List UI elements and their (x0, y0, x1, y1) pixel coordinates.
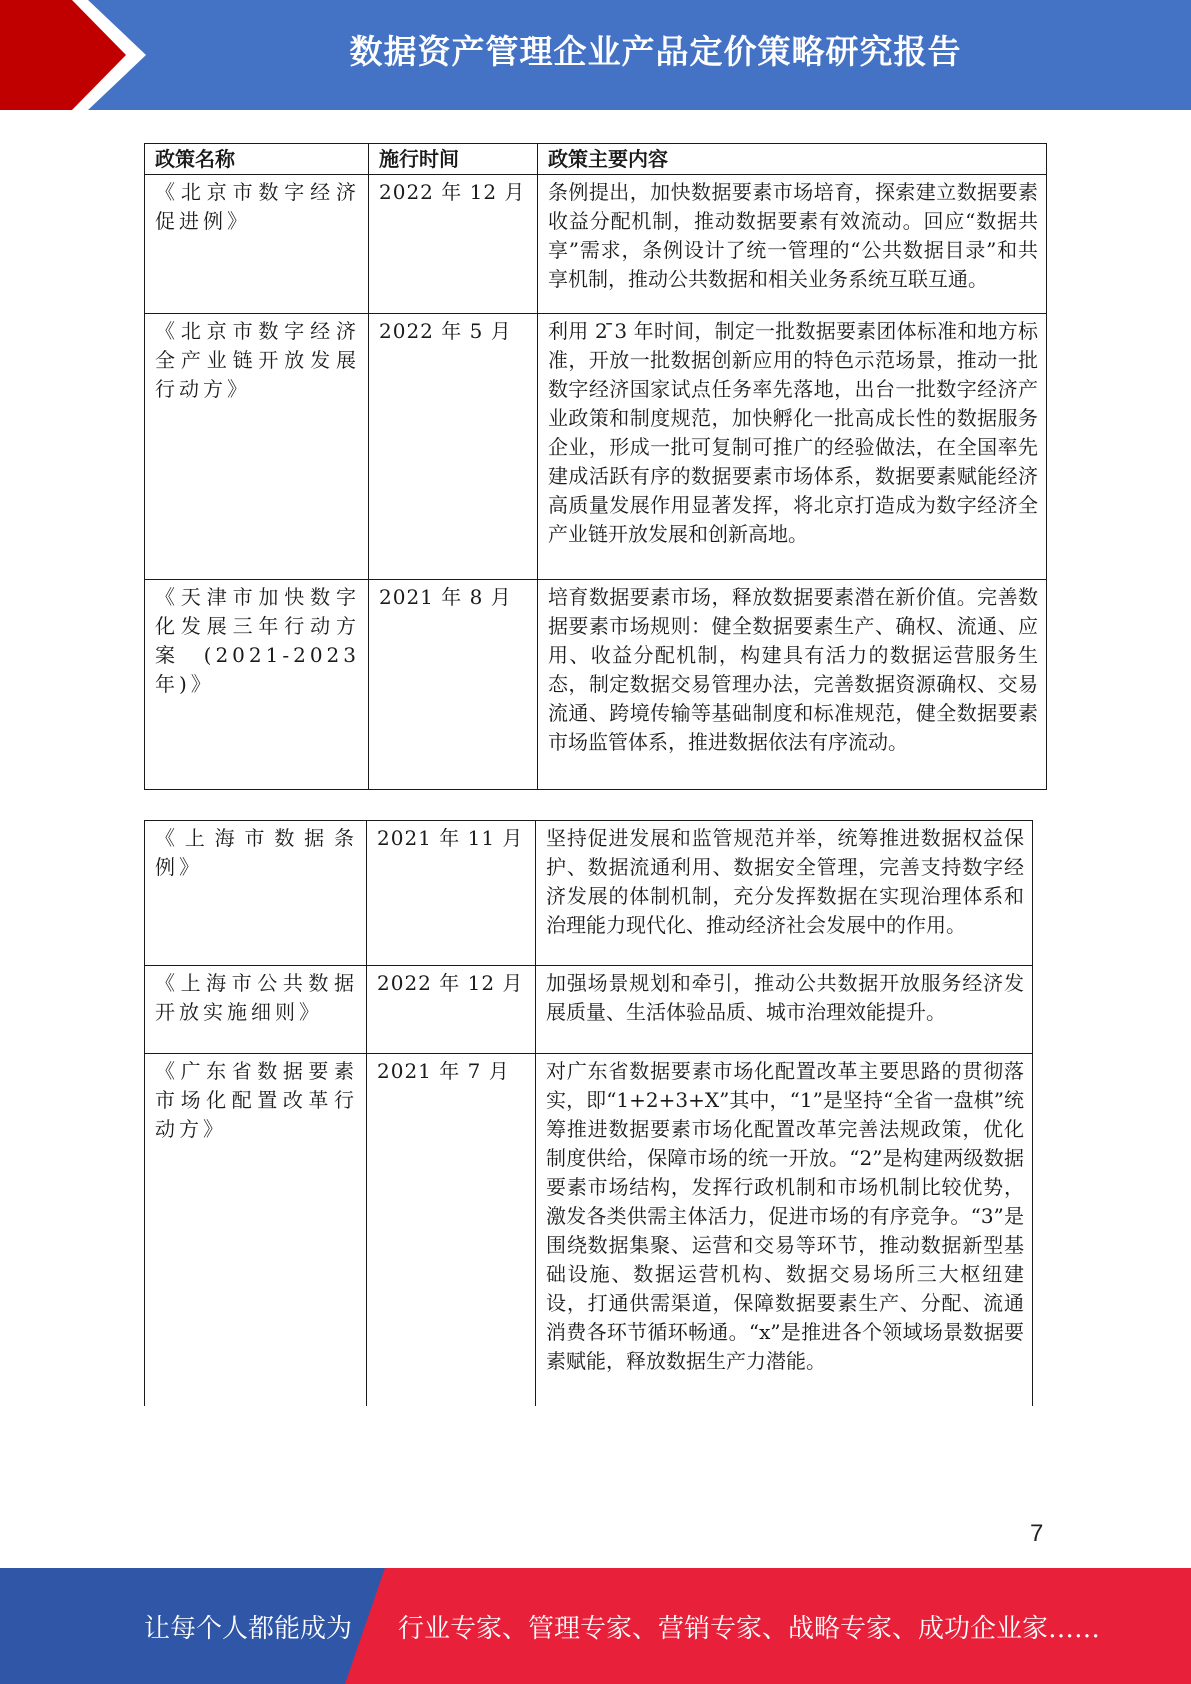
policy-name-cell: 《天津市加快数字化发展三年行动方案(2021-2023 年)》 (145, 580, 369, 790)
table-row (145, 966, 1033, 1054)
table-row (145, 821, 1033, 966)
policy-content-cell: 对广东省数据要素市场化配置改革主要思路的贯彻落实，即“1+2+3+X”其中，“1”是坚持“全省一盘棋”统筹推进数据要素市场化配置改革完善法规政策，优化制度供给，保障市场的统一开放。“2”是构建两级数据要素市场结构，发挥行政机制和市场机制比较优势，激发各类供需主体活力，促进市场的有序竞争。“3”是围绕数据集聚、运营和交易等环节，推动数据新型基础设施、数据运营机构、数据交易场所三大枢纽建设，打通供需渠道，保障数据要素生产、分配、流通消费各环节循环畅通。“x”是推进各个领域场景数据要素赋能，释放数据生产力潜能。 (536, 1054, 1033, 1406)
effective-date-cell: 2022 年 12 月 (367, 966, 536, 1054)
column-header-main-content: 政策主要内容 (538, 144, 1047, 175)
effective-date-cell: 2021 年 8 月 (369, 580, 538, 790)
footer-slogan-left: 让每个人都能成为 (144, 1614, 353, 1644)
table-row (145, 1054, 1033, 1406)
column-header-effective-date: 施行时间 (369, 144, 538, 175)
header-banner (0, 0, 1191, 110)
policy-name-cell: 《北京市数字经济促进例》 (145, 175, 369, 314)
effective-date-cell: 2021 年 7 月 (367, 1054, 536, 1406)
effective-date-cell: 2022 年 5 月 (369, 314, 538, 580)
policy-table-2 (144, 820, 1033, 1406)
policy-content-cell: 加强场景规划和牵引，推动公共数据开放服务经济发展质量、生活体验品质、城市治理效能提升。 (536, 966, 1033, 1054)
policy-name-cell: 《上海市公共数据开放实施细则》 (145, 966, 367, 1054)
policy-name-cell: 《上海市数据条例》 (145, 821, 367, 966)
effective-date-cell: 2021 年 11 月 (367, 821, 536, 966)
footer-slogan-right: 行业专家、管理专家、营销专家、战略专家、成功企业家…… (398, 1614, 1101, 1644)
table-row (145, 580, 1047, 790)
policy-content-cell: 培育数据要素市场，释放数据要素潜在新价值。完善数据要素市场规则：健全数据要素生产、确权、流通、应用、收益分配机制，构建具有活力的数据运营服务生态，制定数据交易管理办法，完善数据资源确权、交易流通、跨境传输等基础制度和标准规范，健全数据要素市场监管体系，推进数据依法有序流动。 (538, 580, 1047, 790)
report-title: 数据资产管理企业产品定价策略研究报告 (349, 32, 962, 71)
policy-content-cell: 利用 2 ̄3 年时间，制定一批数据要素团体标准和地方标准，开放一批数据创新应用的特色示范场景，推动一批数字经济国家试点任务率先落地，出台一批数字经济产业政策和制度规范，加快孵化一批高成长性的数据服务企业，形成一批可复制可推广的经验做法，在全国率先建成活跃有序的数据要素市场体系，数据要素赋能经济高质量发展作用显著发挥，将北京打造成为数字经济全产业链开放发展和创新高地。 (538, 314, 1047, 580)
table-header-row (145, 144, 1047, 175)
page-number: 7 (1030, 1520, 1044, 1547)
policy-content-cell: 坚持促进发展和监管规范并举，统筹推进数据权益保护、数据流通利用、数据安全管理，完善支持数字经济发展的体制机制，充分发挥数据在实现治理体系和治理能力现代化、推动经济社会发展中的作用。 (536, 821, 1033, 966)
policy-name-cell: 《广东省数据要素市场化配置改革行动方》 (145, 1054, 367, 1406)
footer-banner (0, 1568, 1191, 1684)
policy-content-cell: 条例提出，加快数据要素市场培育，探索建立数据要素收益分配机制，推动数据要素有效流动。回应“数据共享”需求，条例设计了统一管理的“公共数据目录”和共享机制，推动公共数据和相关业务系统互联互通。 (538, 175, 1047, 314)
table-row (145, 175, 1047, 314)
table-row (145, 314, 1047, 580)
policy-table-1 (144, 143, 1047, 790)
policy-name-cell: 《北京市数字经济全产业链开放发展行动方》 (145, 314, 369, 580)
effective-date-cell: 2022 年 12 月 (369, 175, 538, 314)
column-header-policy-name: 政策名称 (145, 144, 369, 175)
